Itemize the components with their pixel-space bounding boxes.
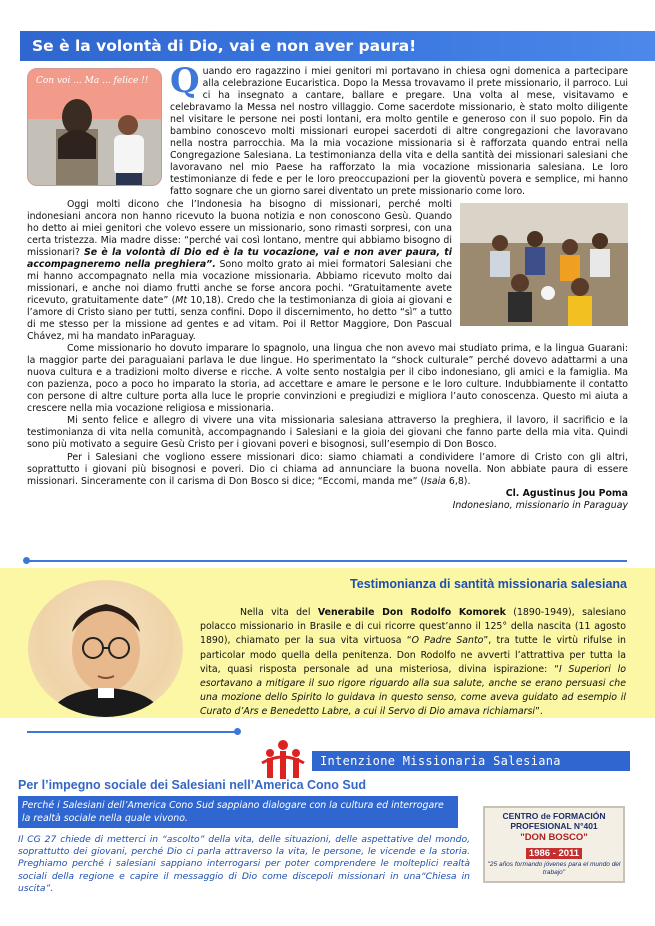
- don-bosco-center-sign: [483, 806, 625, 883]
- paragraph-2-text-a: Oggi molti dicono che l’Indonesia ha bisogno di missionari, perché molti indonesiani ancora non hanno ricevuto la buona notizia e non conoscono Gesù. Quando ho detto ai miei genitori che volevo essere un missionario, sono rimasti sorpresi, con una certa tristezza. Mia madre disse: “perché vai così lontano, mentre qui abbiamo bisogno di missionari?: [27, 198, 452, 258]
- page-title: Se è la volontà di Dio, vai e non aver paura!: [32, 37, 417, 55]
- portrait-komorek: [28, 580, 183, 717]
- paragraph-3: Come missionario ho dovuto imparare lo spagnolo, una lingua che non avevo mai studiato prima, e la lingua Guarani: la maggior parte dei paraguaiani parlava le due lingue. Ho sperimentato la “shock culturale” perché dovevo adattarmi a una nuova cultura e a tradizioni molto diverse e ricche. A volte sento nostalgia per il cibo indonesiano, gli amici e la famiglia. Ma con pazienza, poco a poco ho imparato la storia, ad accettare e amare le persone e le loro culture. Indubbiamente il contatto con persone di altre culture porta alla luce le proprie convinzioni e pregiudizi e migliora l’auto conoscenza. Questo mi aiuta a crescere nella mia vocazione religiosa e missionaria.: [27, 343, 628, 415]
- testimony-text-a: Nella vita del: [240, 607, 318, 618]
- photo-caption: Con voi ... Ma ... felice !!: [36, 76, 149, 86]
- testimony-nickname: O Padre Santo: [411, 635, 484, 647]
- testimony-title: Testimonianza di santità missionaria salesiana: [350, 577, 627, 591]
- photo-group-illustration: [460, 203, 628, 326]
- paragraph-2-ref: Mt: [175, 294, 188, 306]
- photo-missionary-illustration: [28, 69, 162, 186]
- page-header: [20, 31, 655, 61]
- testimony-quote: I Superiori lo esortavano a mitigare il suo rigore riguardo alla sua salute, anche se erano persuasi che una mozione dello Spirito lo guidava in questo senso, come aveva guidato ad esempio il Curato d’Ars e Benedetto Labre, a cui il Servo di Dio amava richiamarsi: [200, 663, 626, 718]
- intention-subtitle: Per l’impegno sociale dei Salesiani nell’America Cono Sud: [18, 778, 367, 792]
- testimony-text: [200, 606, 626, 720]
- portrait-illustration: [28, 580, 183, 717]
- paragraph-5: [27, 452, 628, 488]
- sign-line-1: CENTRO de FORMACIÓN: [502, 811, 606, 821]
- photo-missionary-with-bust: [27, 68, 162, 186]
- signature-name: Cl. Agustinus Jou Poma: [505, 487, 628, 499]
- paragraph-2-text-c: 10,18). Credo che la testimonianza di gioia ai giovani e l’amore di Cristo siano per tutti, senza confini. Dopo il discernimento, ho detto “sì” a tutto di me stesso per la missione ad gentes e ad vitam. Poi il Rettor Maggiore, Don Pascual Chávez, mi ha mandato inParaguay.: [27, 294, 452, 343]
- testimony-box: [0, 568, 655, 718]
- sign-line-5: "25 años formando jóvenes para el mundo del trabajo": [487, 861, 621, 876]
- testimony-text-c: ”, tra tutte le virtù rifulse in particolar modo quella della penitenza. Don Rodolfo ne avverti l’attrattiva per tutta la vita, quasi risposta personale ad una misteriosa, divina ispirazione: “: [200, 635, 626, 675]
- photo-group-youth: [460, 203, 628, 326]
- paragraph-5-text-b: 6,8).: [445, 475, 471, 487]
- intention-prayer-box: Perché i Salesiani dell’America Cono Sud sappiano dialogare con la cultura ed interrogare la realtà sociale nella quale vivono.: [18, 796, 458, 828]
- testimony-name: Venerabile Don Rodolfo Komorek: [317, 607, 506, 618]
- divider-dot: [23, 557, 30, 564]
- story-article: [27, 61, 628, 512]
- paragraph-2-text-b: Sono molto grato ai miei formatori Salesiani che mi hanno accompagnato nella mia vocazione missionaria. Abbiamo ricevuto molto dai missionari, e anche noi diamo frutti anche se forse ancora pochi. “Gratuitamente avete ricevuto, gratuitamente date” (: [27, 258, 452, 306]
- sign-line-3: "DON BOSCO": [520, 832, 588, 843]
- intention-banner: Intenzione Missionaria Salesiana: [312, 751, 630, 771]
- testimony-text-d: ”.: [535, 706, 543, 718]
- paragraph-1-text: uando ero ragazzino i miei genitori mi portavano in chiesa ogni domenica a partecipare alla celebrazione Eucaristica. Dopo la Messa trovavamo il prete missionario, il parroco. Lui ci ha insegnato a cantare, ballare e pregare. Una volta al mese, visitavamo e celebravamo la Messa nel nostro villaggio. Come sacerdote missionario, è stato molto diligente nel visitare le persone nei posti lontani, era molto gentile e generoso con il suo popolo. Fin da bambino conoscevo molti missionari europei sacerdoti di altre congregazioni che lavoravano nella nostra parrocchia. Ma la mia vocazione missionaria si è rafforzata quando entrai nella Congregazione Salesiana. La testimonianza della vita e della santità dei missionari salesiani che lavoravano nel mio Paese ha rafforzato la mia vocazione missionaria salesiana. Le loro testimonianze di fede e per le loro preoccupazioni per la gioventù povera e semplice, mi hanno fatto sognare che un giorno sarei diventato un prete missionario come loro.: [170, 66, 628, 198]
- paragraph-2-quote: Se è la volontà di Dio ed è la tu vocazione, vai e non aver paura, ti accompagneremo nella preghiera”.: [27, 246, 452, 270]
- signature-role: Indonesiano, missionario in Paraguay: [452, 499, 628, 511]
- section-divider-2: [27, 731, 237, 733]
- paragraph-5-ref: Isaia: [424, 475, 446, 487]
- paragraph-5-text-a: Per i Salesiani che vogliono essere missionari dico: siamo chiamati a condividere l’amore di Cristo con gli altri, soprattutto i giovani più bisognosi e poveri. Dio ci chiama ad annunciare la buona novella. Non abbiate paura di essere missionari. Sinceramente con il carisma di Don Bosco si dice; “Eccomi, manda me” (: [27, 451, 628, 487]
- salesian-logo-icon: [258, 737, 308, 781]
- sign-line-4: 1986 - 2011: [526, 848, 582, 859]
- section-divider: [27, 560, 627, 562]
- testimony-text-b: (1890-1949), salesiano polacco missionario in Brasile e di cui ricorre quest’anno il 125° della nascita (11 agosto 1890), chiamato per la sua vita virtuosa “: [200, 607, 626, 647]
- divider-dot-2: [234, 728, 241, 735]
- sign-line-2: PROFESIONAL N°401: [510, 821, 598, 831]
- drop-cap: Q: [170, 61, 200, 101]
- paragraph-4: Mi sento felice e allegro di vivere una vita missionaria salesiana attraverso la preghiera, il lavoro, il sacrificio e la testimonianza di vita nella comunità, accompagnando i Salesiani e la gioia dei giovani che fanno parte della mia vita. Quindi sono più motivato a seguire Gesù Cristo per i giovani poveri e bisognosi, sull’esempio di Don Bosco.: [27, 415, 628, 451]
- intention-text: Il CG 27 chiede di metterci in “ascolto” della vita, delle situazioni, delle aspettative del mondo, soprattutto dei giovani, perché Dio ci parla attraverso la vita, le persone, le vicende e la storia. Preghiamo perché i salesiani sappiano interrogarsi per poter comprendere le molteplici realtà sociali della regione e capire il messaggio di Dio come discepoli missionari in una“Chiesa in uscita”.: [18, 834, 470, 894]
